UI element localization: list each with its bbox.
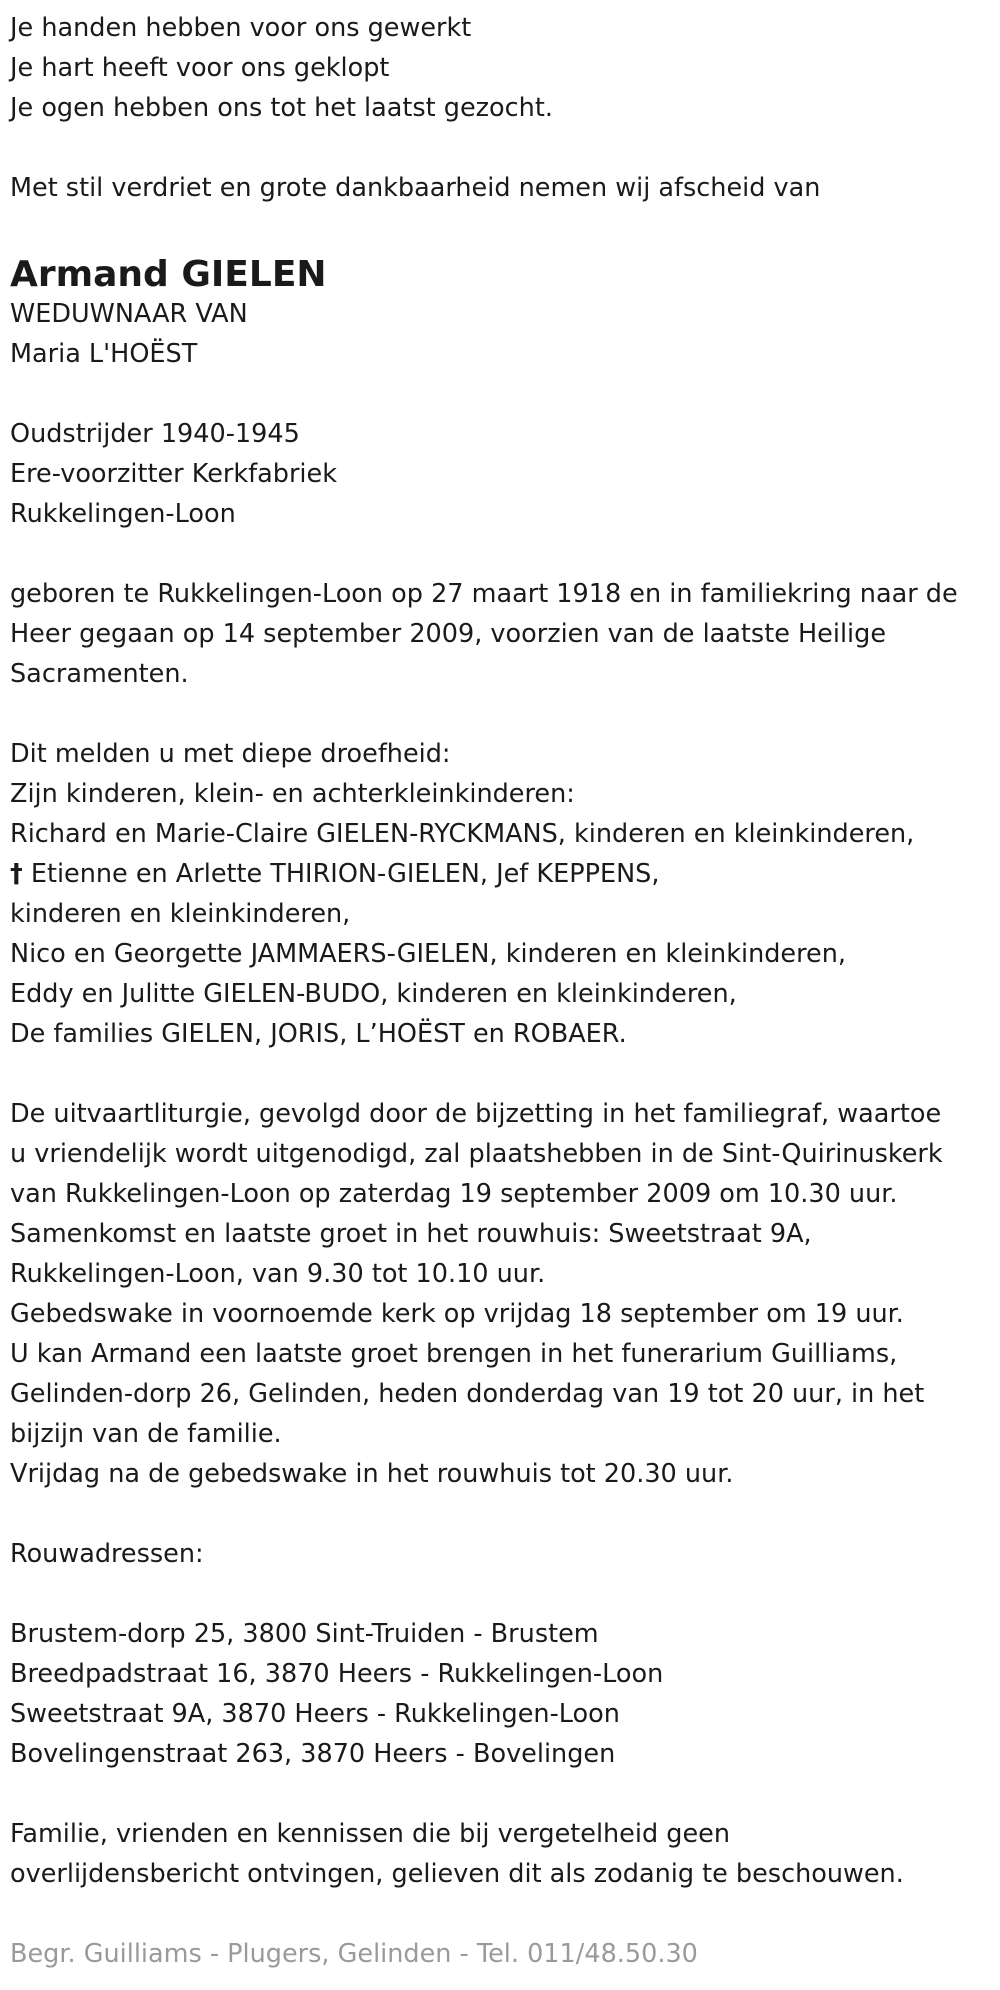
funeral-line: Gebedswake in voornoemde kerk op vrijdag 18 september om 19 uur. xyxy=(10,1299,904,1329)
address-list xyxy=(10,1614,995,1774)
title-line: Oudstrijder 1940-1945 xyxy=(10,419,300,449)
address-line: Breedpadstraat 16, 3870 Heers - Rukkelingen-Loon xyxy=(10,1659,664,1689)
addresses-heading: Rouwadressen: xyxy=(10,1539,204,1569)
funeral-home-footer: Begr. Guilliams - Plugers, Gelinden - Tel. 011/48.50.30 xyxy=(10,1939,698,1969)
poem-line: Je ogen hebben ons tot het laatst gezocht. xyxy=(10,93,553,123)
spacer xyxy=(10,1774,995,1814)
family-line-deceased-child xyxy=(10,854,995,894)
title-line: Ere-voorzitter Kerkfabriek xyxy=(10,459,337,489)
family-line: Richard en Marie-Claire GIELEN-RYCKMANS, kinderen en kleinkinderen, xyxy=(10,819,915,849)
family-line: Eddy en Julitte GIELEN-BUDO, kinderen en kleinkinderen, xyxy=(10,979,737,1009)
birth-death-line: Sacramenten. xyxy=(10,659,189,689)
family-line: De families GIELEN, JORIS, L’HOËST en ROBAER. xyxy=(10,1019,627,1049)
closing-line: overlijdensbericht ontvingen, gelieven dit als zodanig te beschouwen. xyxy=(10,1859,904,1889)
poem xyxy=(10,8,995,128)
spacer xyxy=(10,534,995,574)
funeral-line: Gelinden-dorp 26, Gelinden, heden donderdag van 19 tot 20 uur, in het xyxy=(10,1379,925,1409)
spacer xyxy=(10,374,995,414)
family-line: kinderen en kleinkinderen, xyxy=(10,899,351,929)
funeral-line: Rukkelingen-Loon, van 9.30 tot 10.10 uur. xyxy=(10,1259,546,1289)
poem-line: Je handen hebben voor ons gewerkt xyxy=(10,13,472,43)
spacer xyxy=(10,128,995,168)
spacer xyxy=(10,1894,995,1934)
birth-death-line: Heer gegaan op 14 september 2009, voorzien van de laatste Heilige xyxy=(10,619,887,649)
family-line: Nico en Georgette JAMMAERS-GIELEN, kinderen en kleinkinderen, xyxy=(10,939,846,969)
birth-death-line: geboren te Rukkelingen-Loon op 27 maart 1918 en in familiekring naar de xyxy=(10,579,958,609)
spacer xyxy=(10,694,995,734)
address-line: Sweetstraat 9A, 3870 Heers - Rukkelingen-Loon xyxy=(10,1699,620,1729)
poem-line: Je hart heeft voor ons geklopt xyxy=(10,53,390,83)
family-intro-line: Zijn kinderen, klein- en achterkleinkinderen: xyxy=(10,779,575,809)
funeral-line: U kan Armand een laatste groet brengen in het funerarium Guilliams, xyxy=(10,1339,898,1369)
closing-line: Familie, vrienden en kennissen die bij vergetelheid geen xyxy=(10,1819,730,1849)
spouse-name: Maria L'HOËST xyxy=(10,339,198,369)
spacer xyxy=(10,1494,995,1534)
funeral-line: Vrijdag na de gebedswake in het rouwhuis tot 20.30 uur. xyxy=(10,1459,734,1489)
funeral-line: bijzijn van de familie. xyxy=(10,1419,282,1449)
funeral-line: De uitvaartliturgie, gevolgd door de bijzetting in het familiegraf, waartoe xyxy=(10,1099,942,1129)
funeral-line: Samenkomst en laatste groet in het rouwhuis: Sweetstraat 9A, xyxy=(10,1219,812,1249)
spacer xyxy=(10,1574,995,1614)
titles xyxy=(10,414,995,534)
address-line: Brustem-dorp 25, 3800 Sint-Truiden - Brustem xyxy=(10,1619,599,1649)
funeral-line: u vriendelijk wordt uitgenodigd, zal plaatshebben in de Sint-Quirinuskerk xyxy=(10,1139,943,1169)
family-announcement xyxy=(10,734,995,1054)
family-intro-line: Dit melden u met diepe droefheid: xyxy=(10,739,451,769)
birth-death-info xyxy=(10,574,995,694)
closing-note xyxy=(10,1814,995,1894)
cross-icon: † xyxy=(10,859,23,889)
spacer xyxy=(10,208,995,248)
address-line: Bovelingenstraat 263, 3870 Heers - Bovelingen xyxy=(10,1739,616,1769)
spacer xyxy=(10,1054,995,1094)
marital-status: WEDUWNAAR VAN xyxy=(10,299,248,329)
obituary-notice xyxy=(10,8,995,1974)
funeral-line: van Rukkelingen-Loon op zaterdag 19 september 2009 om 10.30 uur. xyxy=(10,1179,898,1209)
title-line: Rukkelingen-Loon xyxy=(10,499,236,529)
intro-text: Met stil verdriet en grote dankbaarheid nemen wij afscheid van xyxy=(10,173,821,203)
deceased-name: Armand GIELEN xyxy=(10,254,327,295)
funeral-details xyxy=(10,1094,995,1494)
family-line-text: Etienne en Arlette THIRION-GIELEN, Jef KEPPENS, xyxy=(22,859,660,889)
